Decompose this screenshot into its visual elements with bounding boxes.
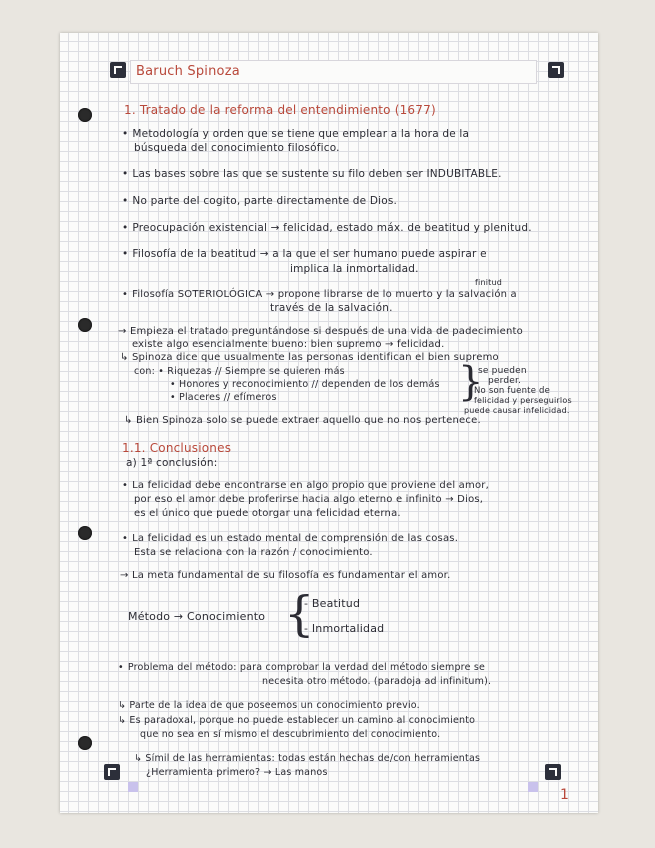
note-line: existe algo esencialmente bueno: bien supremo → felicidad.	[132, 339, 445, 350]
binder-hole	[78, 108, 92, 122]
method-item: - Inmortalidad	[304, 622, 385, 635]
bullet-line: • Filosofía de la beatitud → a la que el ser humano puede aspirar e	[122, 248, 487, 260]
curly-brace: }	[458, 359, 484, 405]
bullet-line: implica la inmortalidad.	[290, 263, 419, 275]
grid-tick-mark	[528, 782, 538, 792]
bullet-line: • Preocupación existencial → felicidad, estado máx. de beatitud y plenitud.	[122, 222, 532, 234]
note-line: ↳ Bien Spinoza solo se puede extraer aquello que no nos pertenece.	[124, 415, 481, 426]
conclusion-line: por eso el amor debe proferirse hacia algo eterno e infinito → Dios,	[134, 494, 484, 505]
subsection-heading: 1.1. Conclusiones	[122, 441, 232, 455]
corner-mark-top-right-icon	[548, 62, 564, 78]
bullet-line: través de la salvación.	[270, 302, 393, 314]
problem-line: • Problema del método: para comprobar la verdad del método siempre se	[118, 662, 485, 673]
side-note: perder.	[488, 376, 522, 386]
page-number: 1	[560, 787, 569, 803]
binder-hole	[78, 318, 92, 332]
bullet-line: • Metodología y orden que se tiene que emplear a la hora de la	[122, 128, 469, 140]
side-note: se pueden	[478, 366, 527, 376]
section-heading: 1. Tratado de la reforma del entendimiento (1677)	[124, 103, 436, 117]
problem-line: ↳ Símil de las herramientas: todas están hechas de/con herramientas	[134, 753, 481, 764]
annotation-word: finitud	[475, 278, 503, 287]
page-title: Baruch Spinoza	[136, 64, 240, 79]
grid-tick-mark	[128, 782, 138, 792]
note-line: • Placeres // efímeros	[170, 392, 277, 403]
problem-line: ↳ Es paradoxal, porque no puede establecer un camino al conocimiento	[118, 715, 476, 726]
note-line: • Honores y reconocimiento // dependen de los demás	[170, 379, 440, 390]
corner-mark-bottom-left-icon	[104, 764, 120, 780]
bullet-line: • Las bases sobre las que se sustente su filo deben ser INDUBITABLE.	[122, 168, 502, 180]
side-note: puede causar infelicidad.	[464, 406, 570, 415]
corner-mark-top-left-icon	[110, 62, 126, 78]
side-note: No son fuente de	[474, 386, 551, 396]
problem-line: necesita otro método. (paradoja ad infinitum).	[262, 676, 492, 687]
problem-line: ¿Herramienta primero? → Las manos	[146, 767, 328, 778]
method-item: - Beatitud	[304, 597, 361, 610]
conclusion-line: Esta se relaciona con la razón / conocimiento.	[134, 547, 373, 558]
bullet-line: • No parte del cogito, parte directamente de Dios.	[122, 195, 397, 207]
conclusion-line: es el único que puede otorgar una felicidad eterna.	[134, 508, 401, 519]
conclusion-line: • La felicidad es un estado mental de comprensión de las cosas.	[122, 533, 458, 544]
note-line: → Empieza el tratado preguntándose si después de una vida de padecimiento	[118, 326, 523, 337]
conclusion-line: • La felicidad debe encontrarse en algo propio que proviene del amor,	[122, 480, 489, 491]
bullet-line: • Filosofía SOTERIOLÓGICA → propone librarse de lo muerto y la salvación a	[122, 289, 517, 300]
side-note: felicidad y perseguirlos	[474, 396, 572, 405]
bullet-line: búsqueda del conocimiento filosófico.	[134, 142, 340, 154]
binder-hole	[78, 736, 92, 750]
method-brace: {	[284, 586, 315, 642]
note-line: con: • Riquezas // Siempre se quieren más	[134, 366, 345, 377]
binder-hole	[78, 526, 92, 540]
corner-mark-bottom-right-icon	[545, 764, 561, 780]
conclusion-line: → La meta fundamental de su filosofía es fundamentar el amor.	[120, 570, 451, 581]
problem-line: que no sea en sí mismo el descubrimiento del conocimiento.	[140, 729, 441, 740]
method-label: Método → Conocimiento	[128, 610, 266, 623]
note-line: ↳ Spinoza dice que usualmente las personas identifican el bien supremo	[120, 352, 499, 363]
problem-line: ↳ Parte de la idea de que poseemos un conocimiento previo.	[118, 700, 420, 711]
subsection-sub: a) 1ª conclusión:	[126, 457, 218, 469]
